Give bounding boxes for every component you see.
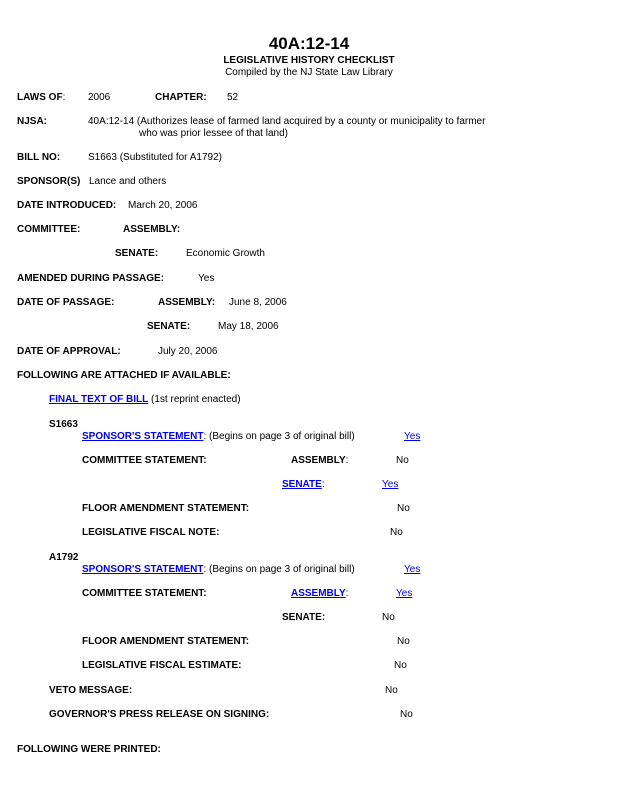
sponsor-value: Lance and others (89, 176, 167, 187)
date-of-approval-label: DATE OF APPROVAL: (17, 346, 121, 357)
njsa-value-line1: 40A:12-14 (Authorizes lease of farmed land acquired by a county or municipality to farmer (88, 116, 486, 127)
passage-assembly-value: June 8, 2006 (229, 297, 287, 308)
a1792-sponsor-note: : (Begins on page 3 of original bill) (203, 564, 355, 575)
s1663-fiscal-note-value: No (390, 527, 403, 538)
final-text-note: (1st reprint enacted) (148, 394, 241, 405)
s1663-sponsor-row (82, 431, 355, 443)
press-release-value: No (400, 709, 413, 720)
njsa-label: NJSA: (17, 116, 48, 127)
a1792-sponsor-statement-link[interactable]: SPONSOR'S STATEMENT (82, 564, 204, 575)
s1663-label: S1663 (49, 419, 78, 430)
date-introduced-label: DATE INTRODUCED: (17, 200, 117, 211)
s1663-sponsor-yes-link[interactable]: Yes (404, 431, 421, 442)
a1792-sponsor-yes-link[interactable]: Yes (404, 564, 421, 575)
s1663-committee-label: COMMITTEE STATEMENT: (82, 455, 207, 466)
a1792-floor-amendment-value: No (397, 636, 410, 647)
date-of-approval-value: July 20, 2006 (158, 346, 218, 357)
compiled-by: Compiled by the NJ State Law Library (225, 67, 393, 78)
a1792-fiscal-estimate-value: No (394, 660, 407, 671)
bill-no-label: BILL NO: (17, 152, 61, 163)
page-subtitle: LEGISLATIVE HISTORY CHECKLIST (223, 55, 395, 66)
printed-heading: FOLLOWING WERE PRINTED: (17, 744, 161, 755)
laws-of-label: LAWS OF: (17, 92, 66, 103)
s1663-assembly-label: ASSEMBLY: (291, 455, 349, 466)
date-introduced-value: March 20, 2006 (128, 200, 198, 211)
press-release-label: GOVERNOR'S PRESS RELEASE ON SIGNING: (49, 709, 270, 720)
a1792-fiscal-estimate-label: LEGISLATIVE FISCAL ESTIMATE: (82, 660, 242, 671)
s1663-senate-row: SENATE: (282, 479, 325, 490)
s1663-senate-yes-link[interactable]: Yes (382, 479, 399, 490)
s1663-floor-amendment-label: FLOOR AMENDMENT STATEMENT: (82, 503, 250, 514)
a1792-assembly-row: ASSEMBLY: (291, 588, 349, 599)
a1792-assembly-link[interactable]: ASSEMBLY (291, 588, 346, 599)
committee-senate-label: SENATE: (115, 248, 159, 259)
amended-label: AMENDED DURING PASSAGE: (17, 273, 165, 284)
final-text-row (49, 394, 241, 406)
s1663-senate-link[interactable]: SENATE (282, 479, 322, 490)
chapter-value: 52 (227, 92, 239, 103)
s1663-sponsor-note: : (Begins on page 3 of original bill) (203, 431, 355, 442)
a1792-committee-label: COMMITTEE STATEMENT: (82, 588, 207, 599)
committee-label: COMMITTEE: (17, 224, 81, 235)
passage-assembly-label: ASSEMBLY: (158, 297, 216, 308)
chapter-label: CHAPTER: (155, 92, 207, 103)
page-title: 40A:12-14 (268, 34, 350, 53)
njsa-value-line2: who was prior lessee of that land) (139, 128, 288, 139)
final-text-link[interactable]: FINAL TEXT OF BILL (49, 394, 149, 405)
s1663-sponsor-statement-link[interactable]: SPONSOR'S STATEMENT (82, 431, 204, 442)
a1792-senate-label: SENATE: (282, 612, 326, 623)
committee-assembly-label: ASSEMBLY: (123, 224, 181, 235)
laws-of-value: 2006 (88, 92, 111, 103)
passage-senate-label: SENATE: (147, 321, 191, 332)
s1663-fiscal-note-label: LEGISLATIVE FISCAL NOTE: (82, 527, 220, 538)
amended-value: Yes (198, 273, 215, 284)
s1663-floor-amendment-value: No (397, 503, 410, 514)
passage-senate-value: May 18, 2006 (218, 321, 279, 332)
veto-message-value: No (385, 685, 398, 696)
a1792-floor-amendment-label: FLOOR AMENDMENT STATEMENT: (82, 636, 250, 647)
bill-no-value: S1663 (Substituted for A1792) (88, 152, 222, 163)
sponsor-label: SPONSOR(S) (17, 176, 81, 187)
veto-message-label: VETO MESSAGE: (49, 685, 133, 696)
s1663-assembly-value: No (396, 455, 409, 466)
a1792-sponsor-row (82, 564, 355, 576)
attached-heading: FOLLOWING ARE ATTACHED IF AVAILABLE: (17, 370, 231, 381)
a1792-label: A1792 (49, 552, 79, 563)
committee-senate-value: Economic Growth (186, 248, 265, 259)
a1792-senate-value: No (382, 612, 395, 623)
date-of-passage-label: DATE OF PASSAGE: (17, 297, 115, 308)
a1792-assembly-yes-link[interactable]: Yes (396, 588, 413, 599)
